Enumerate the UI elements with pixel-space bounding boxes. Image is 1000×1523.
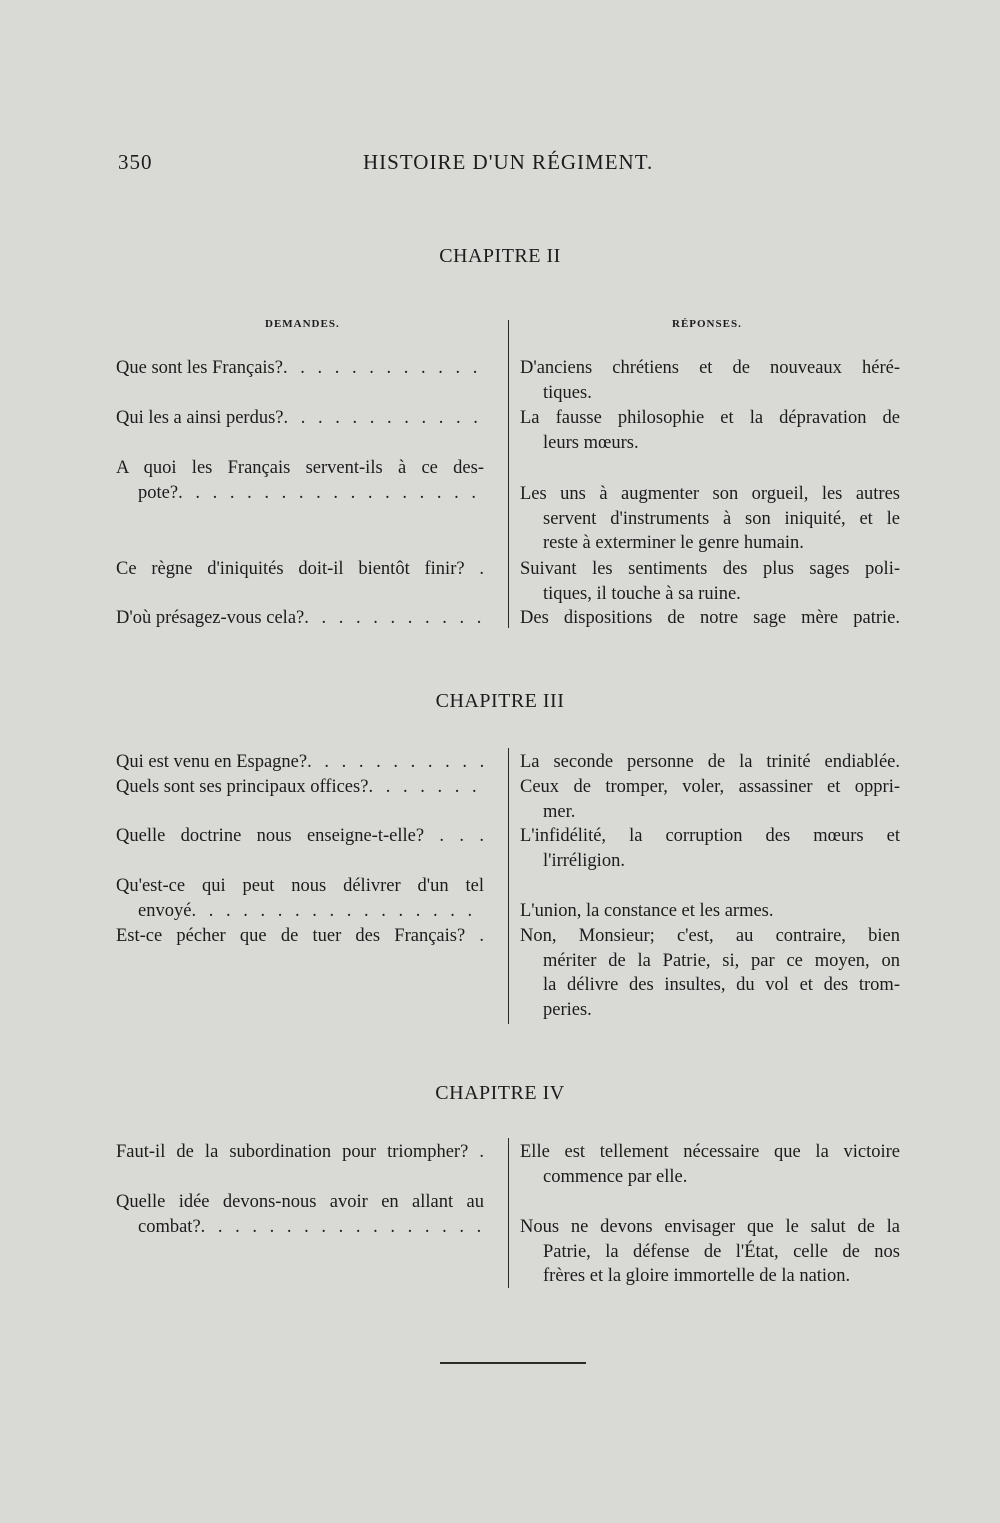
page-number: 350 <box>118 150 153 174</box>
question: Quels sont ses principaux offices? . . . <box>116 775 484 800</box>
end-rule <box>440 1362 586 1364</box>
question: Ce règne d'iniquités doit-il bientôt finir? . <box>116 559 484 579</box>
answer: Nous ne devons envisager que le salut de la Patrie, la défense de l'État, celle de nos frères et la gloire immortelle de la nation. <box>520 1217 900 1286</box>
answer: L'infidélité, la corruption des mœurs et l'irréligion. <box>520 826 900 871</box>
answer: Non, Monsieur; c'est, au contraire, bien mériter de la Patrie, si, par ce moyen, on la délivre des insultes, du vol et des trom- peries. <box>520 926 900 1020</box>
question: A quoi les Français servent-ils à ce des- pote? . . . <box>116 456 484 505</box>
answer: L'union, la constance et les armes. <box>520 901 774 921</box>
answer: Elle est tellement nécessaire que la victoire commence par elle. <box>520 1142 900 1187</box>
answer: D'anciens chrétiens et de nouveaux héré- tiques. <box>520 358 900 403</box>
column-heading-demandes: DEMANDES. <box>265 318 340 330</box>
answer: Des dispositions de notre sage mère patrie. <box>520 608 900 628</box>
question: Faut-il de la subordination pour triompher? . <box>116 1142 484 1162</box>
answer: La fausse philosophie et la dépravation de leurs mœurs. <box>520 408 900 453</box>
question: Qu'est-ce qui peut nous délivrer d'un tel envoyé . . . <box>116 874 484 923</box>
question: Que sont les Français? . . . <box>116 356 484 381</box>
question: Est-ce pécher que de tuer des Français? . <box>116 926 484 946</box>
chapter-title: CHAPITRE III <box>435 690 565 712</box>
column-divider <box>508 748 509 1024</box>
chapter-title: CHAPITRE IV <box>435 1082 565 1104</box>
column-heading-reponses: RÉPONSES. <box>672 318 742 330</box>
chapter-title: CHAPITRE II <box>439 245 561 267</box>
answer: Suivant les sentiments des plus sages poli- tiques, il touche à sa ruine. <box>520 559 900 604</box>
question: Quelle doctrine nous enseigne-t-elle? . . . <box>116 826 484 846</box>
question: Quelle idée devons-nous avoir en allant au combat? . . . <box>116 1190 484 1239</box>
question: Qui les a ainsi perdus? . . . <box>116 406 484 431</box>
column-divider <box>508 320 509 628</box>
question: Qui est venu en Espagne? . . . <box>116 750 484 775</box>
answer: La seconde personne de la trinité endiablée. <box>520 752 900 772</box>
answer: Les uns à augmenter son orgueil, les autres servent d'instruments à son iniquité, et le reste à exterminer le genre humain. <box>520 484 900 553</box>
running-title: HISTOIRE D'UN RÉGIMENT. <box>363 150 654 174</box>
answer: Ceux de tromper, voler, assassiner et oppri- mer. <box>520 777 900 822</box>
question: D'où présagez-vous cela? . . . <box>116 606 484 631</box>
column-divider <box>508 1138 509 1288</box>
